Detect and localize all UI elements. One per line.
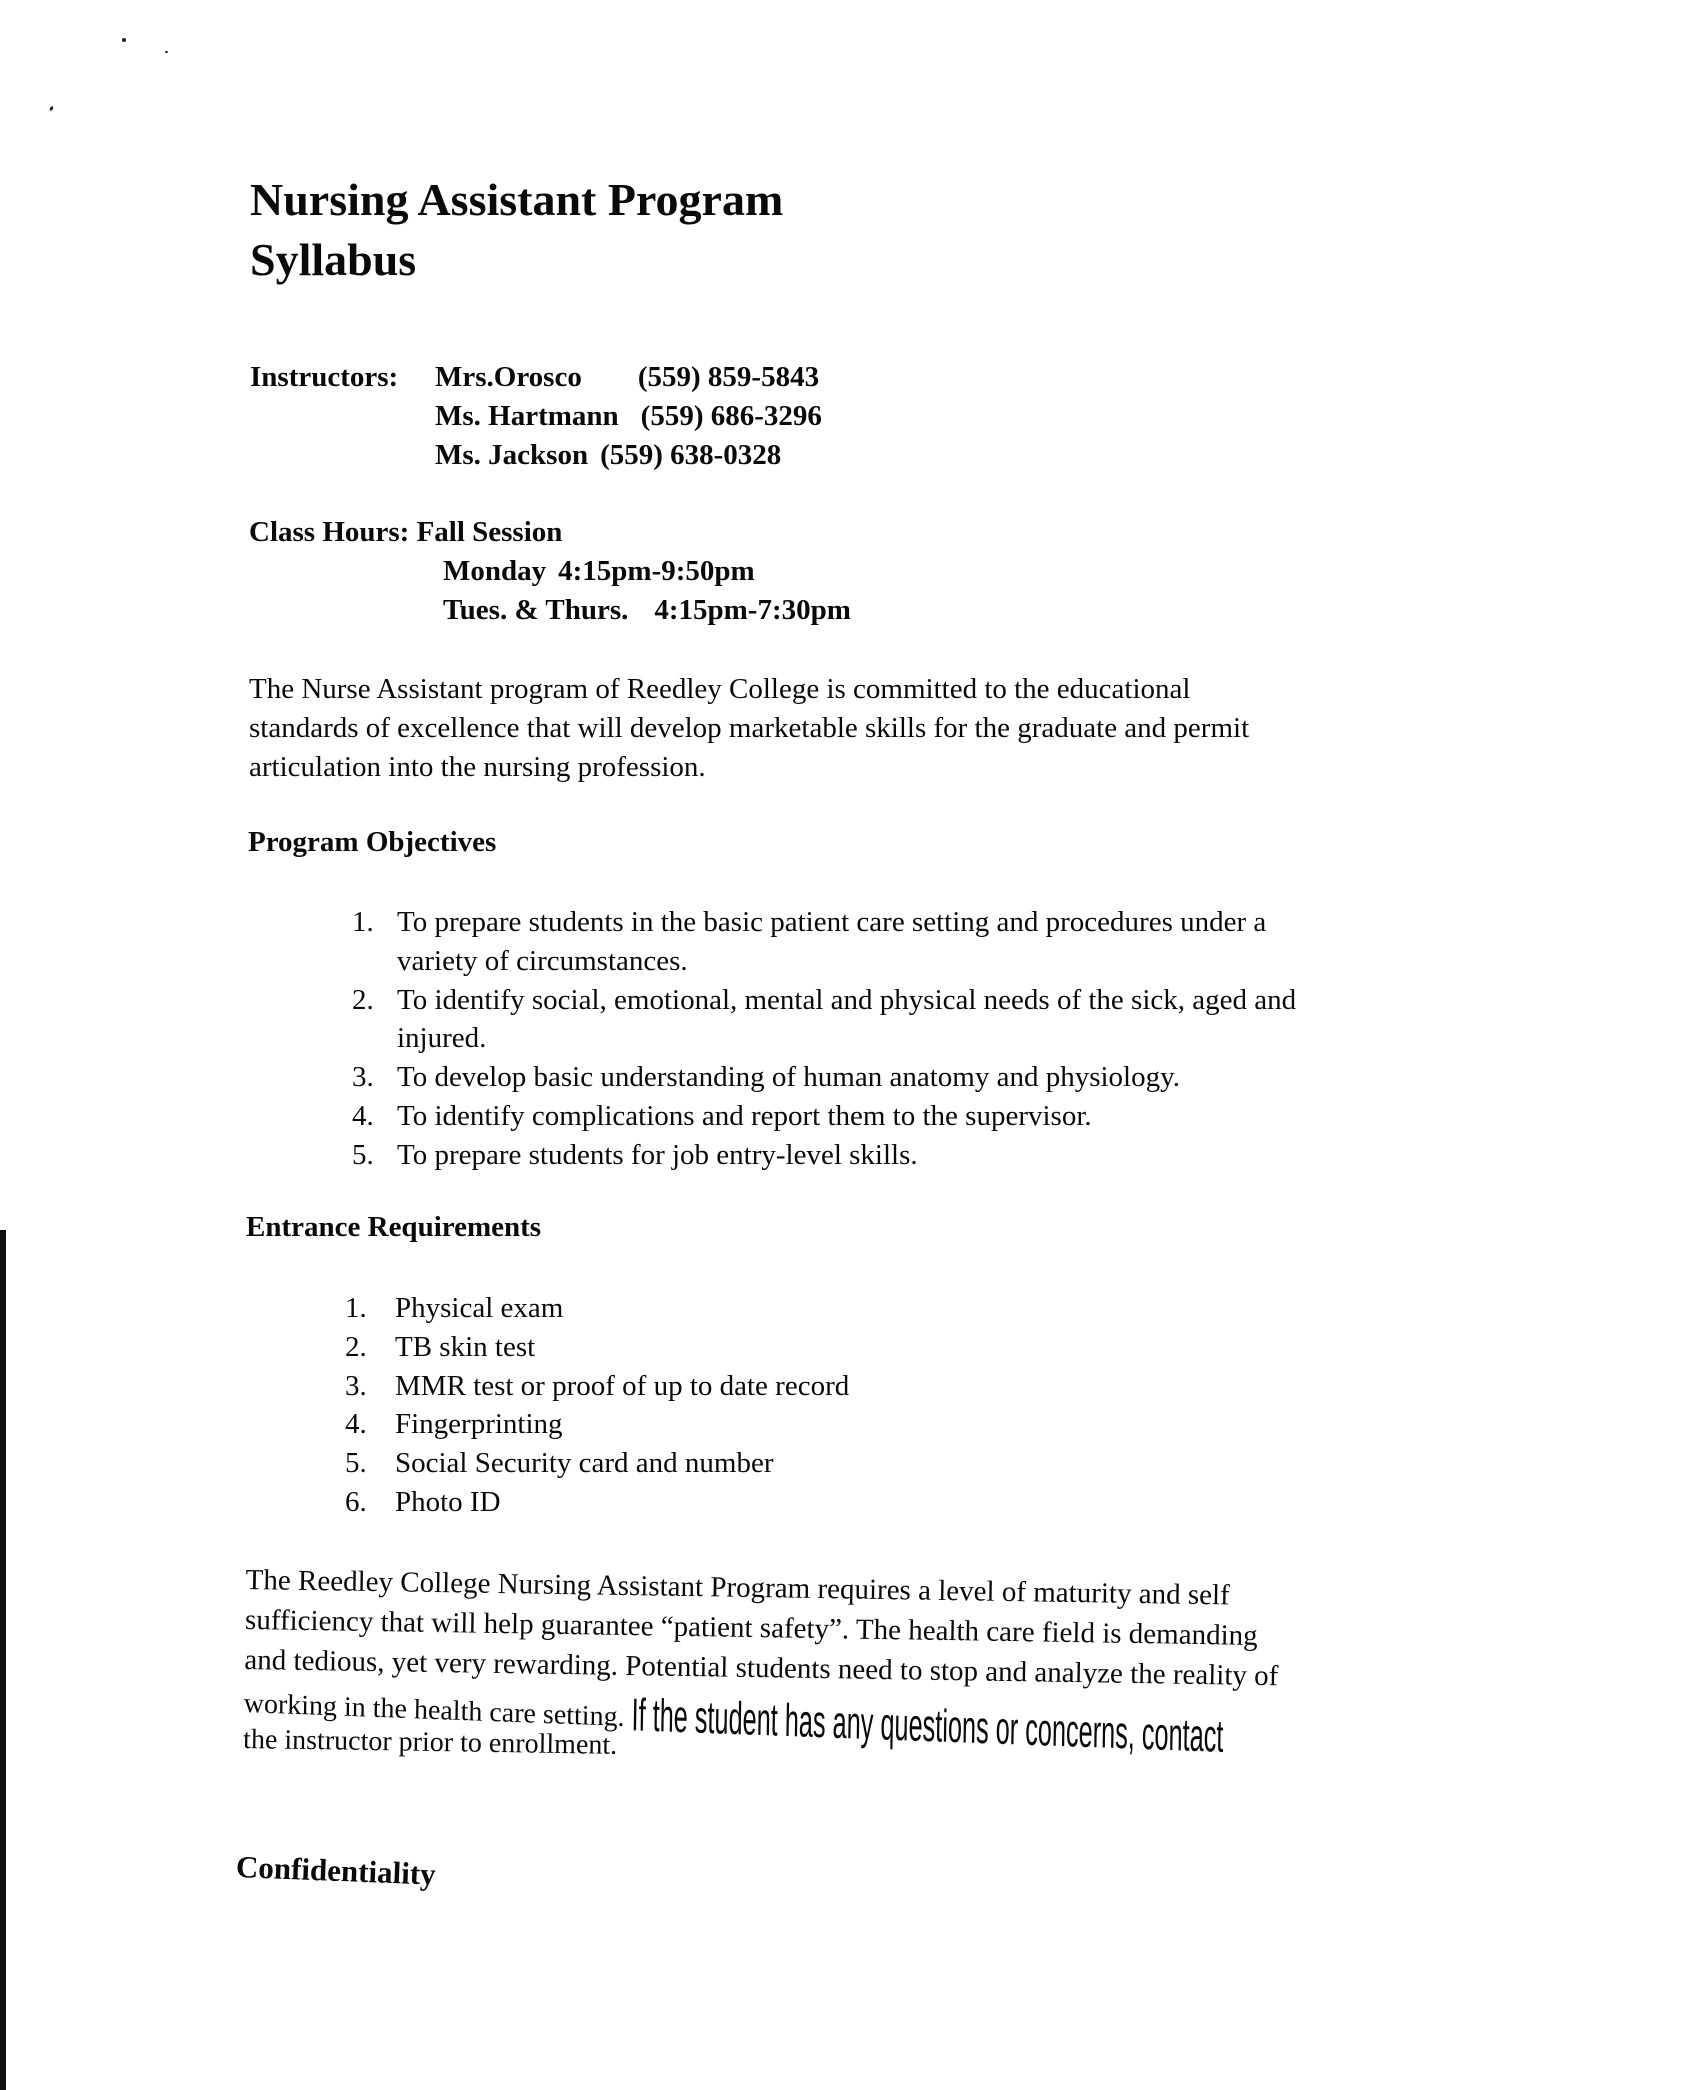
instructor-name: Ms. Hartmann <box>435 400 619 432</box>
instructor-phone: (559) 686-3296 <box>640 400 822 432</box>
list-item <box>345 1483 849 1522</box>
class-time: 4:15pm-7:30pm <box>654 594 851 626</box>
line-text: working in the health care setting. <box>243 1687 625 1733</box>
item-text: Fingerprinting <box>395 1408 563 1441</box>
scan-speck <box>122 38 126 42</box>
list-item <box>352 981 1296 1059</box>
scan-edge-shadow <box>0 1230 6 2090</box>
item-text: Social Security card and number <box>395 1447 774 1480</box>
instructor-phone: (559) 859-5843 <box>637 361 820 393</box>
item-text: To prepare students for job entry-level skills. <box>397 1138 918 1171</box>
paragraph-line: The Reedley College Nursing Assistant Program requires a level of maturity and self <box>245 1563 1230 1612</box>
item-number: 5. <box>352 1138 374 1171</box>
item-number: 3. <box>345 1369 367 1402</box>
item-text: To prepare students in the basic patient care setting and procedures under a <box>397 906 1267 938</box>
item-number: 6. <box>345 1485 367 1518</box>
item-number: 5. <box>345 1447 367 1480</box>
item-number: 4. <box>345 1408 367 1441</box>
entrance-list <box>345 1289 849 1522</box>
title-line-2: Syllabus <box>250 234 417 285</box>
item-number: 4. <box>352 1099 374 1132</box>
class-hours-label: Class Hours: Fall Session <box>249 516 563 548</box>
list-item <box>345 1444 849 1483</box>
instructor-row <box>435 400 822 433</box>
objectives-list <box>352 903 1296 1175</box>
item-text: Physical exam <box>395 1292 564 1324</box>
instructor-row <box>435 439 781 472</box>
confidentiality-heading: Confidentiality <box>235 1849 437 1892</box>
class-time: 4:15pm-9:50pm <box>558 555 755 587</box>
item-text: To develop basic understanding of human anatomy and physiology. <box>397 1061 1180 1094</box>
item-number: 1. <box>352 906 374 938</box>
paragraph-line: articulation into the nursing profession. <box>249 751 706 783</box>
distorted-scan-text: If the student has any questions or concerns, contact <box>631 1688 1224 1762</box>
list-item <box>345 1367 849 1406</box>
item-text: variety of circumstances. <box>397 944 688 977</box>
paragraph-line: sufficiency that will help guarantee “patient safety”. The health care field is demanding <box>244 1603 1258 1652</box>
instructor-name: Ms. Jackson <box>435 439 589 471</box>
scan-speck <box>165 51 168 53</box>
instructors-label: Instructors: <box>250 361 399 393</box>
item-text: TB skin test <box>395 1330 536 1363</box>
list-item <box>345 1289 849 1328</box>
list-item <box>352 1097 1296 1136</box>
item-number: 2. <box>345 1330 367 1363</box>
class-hours-row <box>443 555 755 588</box>
paragraph-line: and tedious, yet very rewarding. Potential students need to stop and analyze the reality of <box>244 1643 1279 1693</box>
list-item <box>345 1328 849 1367</box>
list-item <box>352 1058 1296 1097</box>
objectives-heading: Program Objectives <box>248 826 497 858</box>
item-text: Photo ID <box>395 1485 501 1518</box>
intro-paragraph <box>249 670 1249 787</box>
list-item <box>345 1405 849 1444</box>
item-number: 2. <box>352 983 374 1016</box>
paragraph-line: the instructor prior to enrollment. <box>242 1723 618 1761</box>
class-hours-row <box>443 594 851 627</box>
entrance-heading: Entrance Requirements <box>246 1211 542 1243</box>
list-item <box>352 1136 1296 1175</box>
scan-speck <box>49 106 54 112</box>
item-text: To identify complications and report them to the supervisor. <box>397 1099 1092 1132</box>
closing-paragraph <box>243 1560 1696 1783</box>
title-line-1: Nursing Assistant Program <box>250 174 784 225</box>
instructor-row <box>435 361 819 394</box>
item-number: 1. <box>345 1292 367 1324</box>
class-days: Tues. & Thurs. <box>443 594 629 626</box>
instructor-name: Mrs.Orosco <box>435 361 582 393</box>
list-item <box>352 903 1296 981</box>
item-number: 3. <box>352 1061 374 1094</box>
item-text: injured. <box>397 1022 487 1055</box>
item-text: To identify social, emotional, mental and physical needs of the sick, aged and <box>397 983 1297 1016</box>
paragraph-line: standards of excellence that will develop marketable skills for the graduate and permit <box>249 712 1250 744</box>
item-text: MMR test or proof of up to date record <box>395 1369 850 1402</box>
class-days: Monday <box>443 555 547 587</box>
paragraph-line: The Nurse Assistant program of Reedley College is committed to the educational <box>249 673 1191 705</box>
instructor-phone: (559) 638-0328 <box>600 439 782 471</box>
document-title <box>250 170 783 290</box>
